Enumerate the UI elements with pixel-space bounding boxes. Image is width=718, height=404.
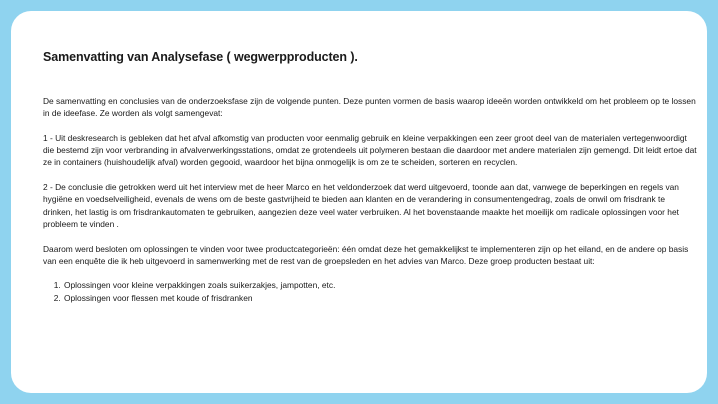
solutions-list xyxy=(43,279,697,304)
intro-paragraph: De samenvatting en conclusies van de onderzoeksfase zijn de volgende punten. Deze punten vormen de basis waarop ideeën worden ontwikkeld om het probleem op te lossen in de ideefase. Ze worden als volgt samengevat: xyxy=(43,96,696,119)
slide-card xyxy=(11,11,707,393)
list-item: 1. Oplossingen voor kleine verpakkingen zoals suikerzakjes, jampotten, etc. xyxy=(63,279,697,291)
point-2-paragraph: 2 - De conclusie die getrokken werd uit het interview met de heer Marco en het veldonderzoek dat werd uitgevoerd, toonde aan dat, vanwege de beperkingen en regels van hygiëne en voedselveiligheid, evenals de wens om de beste gastvrijheid te bieden aan klanten en de verandering in consumentengedrag, zoals de onwil om frisdrank te drinken, het lastig is om frisdrankautomaten te gebruiken, aangezien deze veel water verbruiken. Al het bovenstaande maakte het moeilijk om radicale oplossingen voor het probleem te vinden . xyxy=(43,182,679,229)
slide-title: Samenvatting van Analysefase ( wegwerpproducten ). xyxy=(43,50,358,64)
point-1-paragraph: 1 - Uit deskresearch is gebleken dat het afval afkomstig van producten voor eenmalig gebruik en kleine verpakkingen een zeer groot deel van de materialen vertegenwoordigt die bestemd zijn voor verbranding in afvalverwerkingsstations, omdat ze grotendeels uit polymeren bestaan die daardoor met andere materialen zijn gemengd. Dit leidt ertoe dat ze in containers (huishoudelijk afval) worden gegooid, waardoor het bijna onmogelijk is om ze te scheiden, sorteren en recyclen. xyxy=(43,132,697,168)
slide-body xyxy=(43,95,697,304)
conclusion-paragraph: Daarom werd besloten om oplossingen te vinden voor twee productcategorieën: één omdat deze het gemakkelijkst te implementeren zijn op het eiland, en de andere op basis van een enquête die ik heb uitgevoerd in samenwerking met de rest van de groepsleden en het advies van Marco. Deze groep producten bestaat uit: xyxy=(43,243,689,266)
list-item: 2. Oplossingen voor flessen met koude of frisdranken xyxy=(63,292,697,304)
